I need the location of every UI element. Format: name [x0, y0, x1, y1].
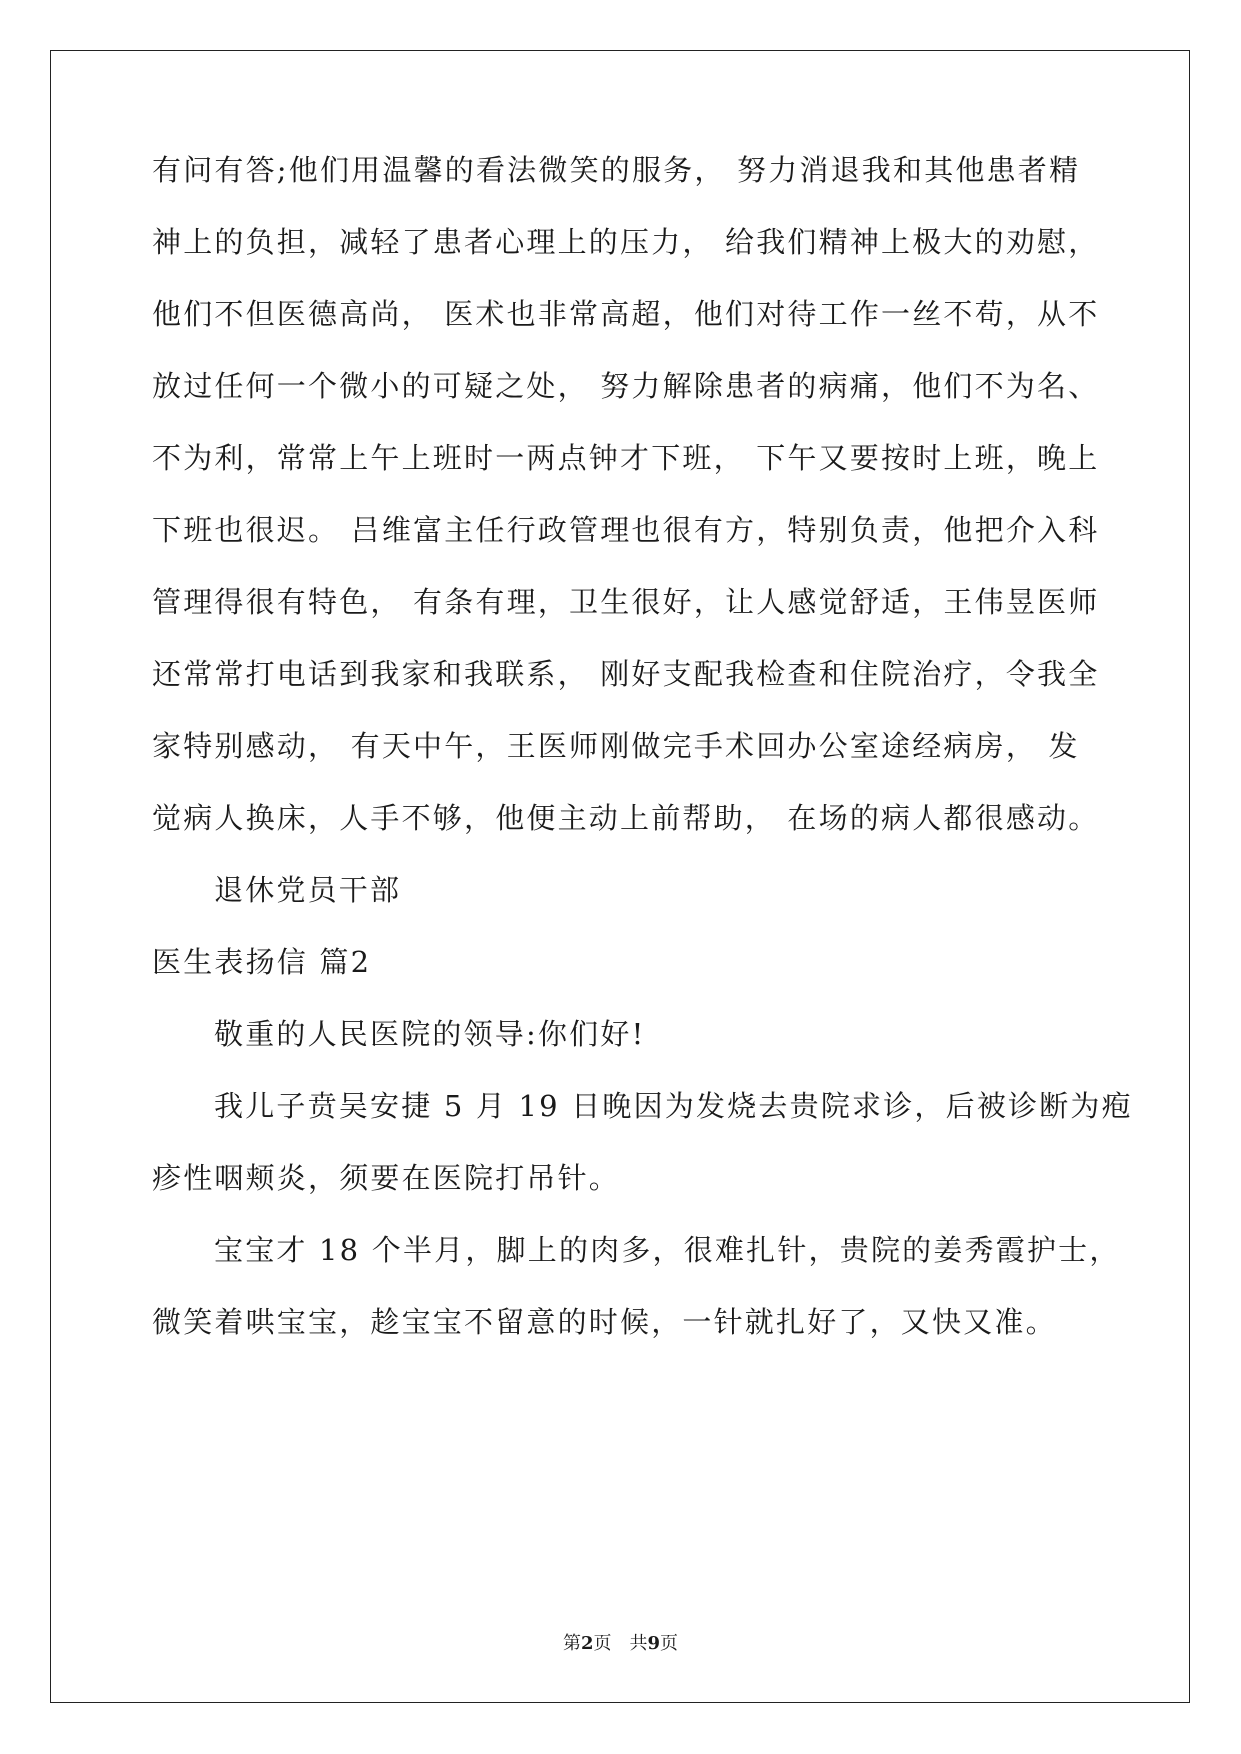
body-text-line: 下班也很迟。 吕维富主任行政管理也很有方，特别负责，他把介入科	[152, 513, 1100, 547]
body-text-line: 疹性咽颊炎，须要在医院打吊针。	[152, 1161, 621, 1195]
page-label-prefix: 第	[562, 1633, 581, 1654]
total-label-suffix: 页	[660, 1633, 679, 1654]
body-text-line: 还常常打电话到我家和我联系， 刚好支配我检查和住院治疗，令我全	[152, 657, 1100, 691]
page-number: 2	[580, 1633, 594, 1654]
body-text-line: 放过任何一个微小的可疑之处， 努力解除患者的病痛，他们不为名、	[152, 369, 1100, 403]
body-text-line: 觉病人换床，人手不够，他便主动上前帮助， 在场的病人都很感动。	[152, 801, 1100, 835]
body-text-line: 微笑着哄宝宝，趁宝宝不留意的时候，一针就扎好了，又快又准。	[152, 1305, 1057, 1339]
signature: 退休党员干部	[214, 873, 402, 907]
body-text-line: 神上的负担，减轻了患者心理上的压力， 给我们精神上极大的劝慰，	[152, 225, 1100, 259]
body-text-line: 我儿子贲吴安捷 5 月 19 日晚因为发烧去贵院求诊，后被诊断为疱	[214, 1089, 1133, 1123]
total-pages: 9	[647, 1633, 661, 1654]
page-footer	[0, 1632, 1241, 1656]
section-heading: 医生表扬信 篇2	[152, 945, 372, 979]
body-text-line: 宝宝才 18 个半月，脚上的肉多，很难扎针，贵院的姜秀霞护士，	[214, 1233, 1121, 1267]
body-text-line: 管理得很有特色， 有条有理，卫生很好，让人感觉舒适，王伟昱医师	[152, 585, 1100, 619]
page-label-suffix: 页	[593, 1633, 612, 1654]
body-text-line: 有问有答;他们用温馨的看法微笑的服务， 努力消退我和其他患者精	[152, 153, 1081, 187]
body-text-line: 他们不但医德高尚， 医术也非常高超，他们对待工作一丝不苟，从不	[152, 297, 1100, 331]
body-text-line: 家特别感动， 有天中午，王医师刚做完手术回办公室途经病房， 发	[152, 729, 1080, 763]
total-label-prefix: 共	[629, 1633, 648, 1654]
body-text-line: 不为利，常常上午上班时一两点钟才下班， 下午又要按时上班，晚上	[152, 441, 1100, 475]
salutation: 敬重的人民医院的领导:你们好!	[214, 1017, 646, 1051]
